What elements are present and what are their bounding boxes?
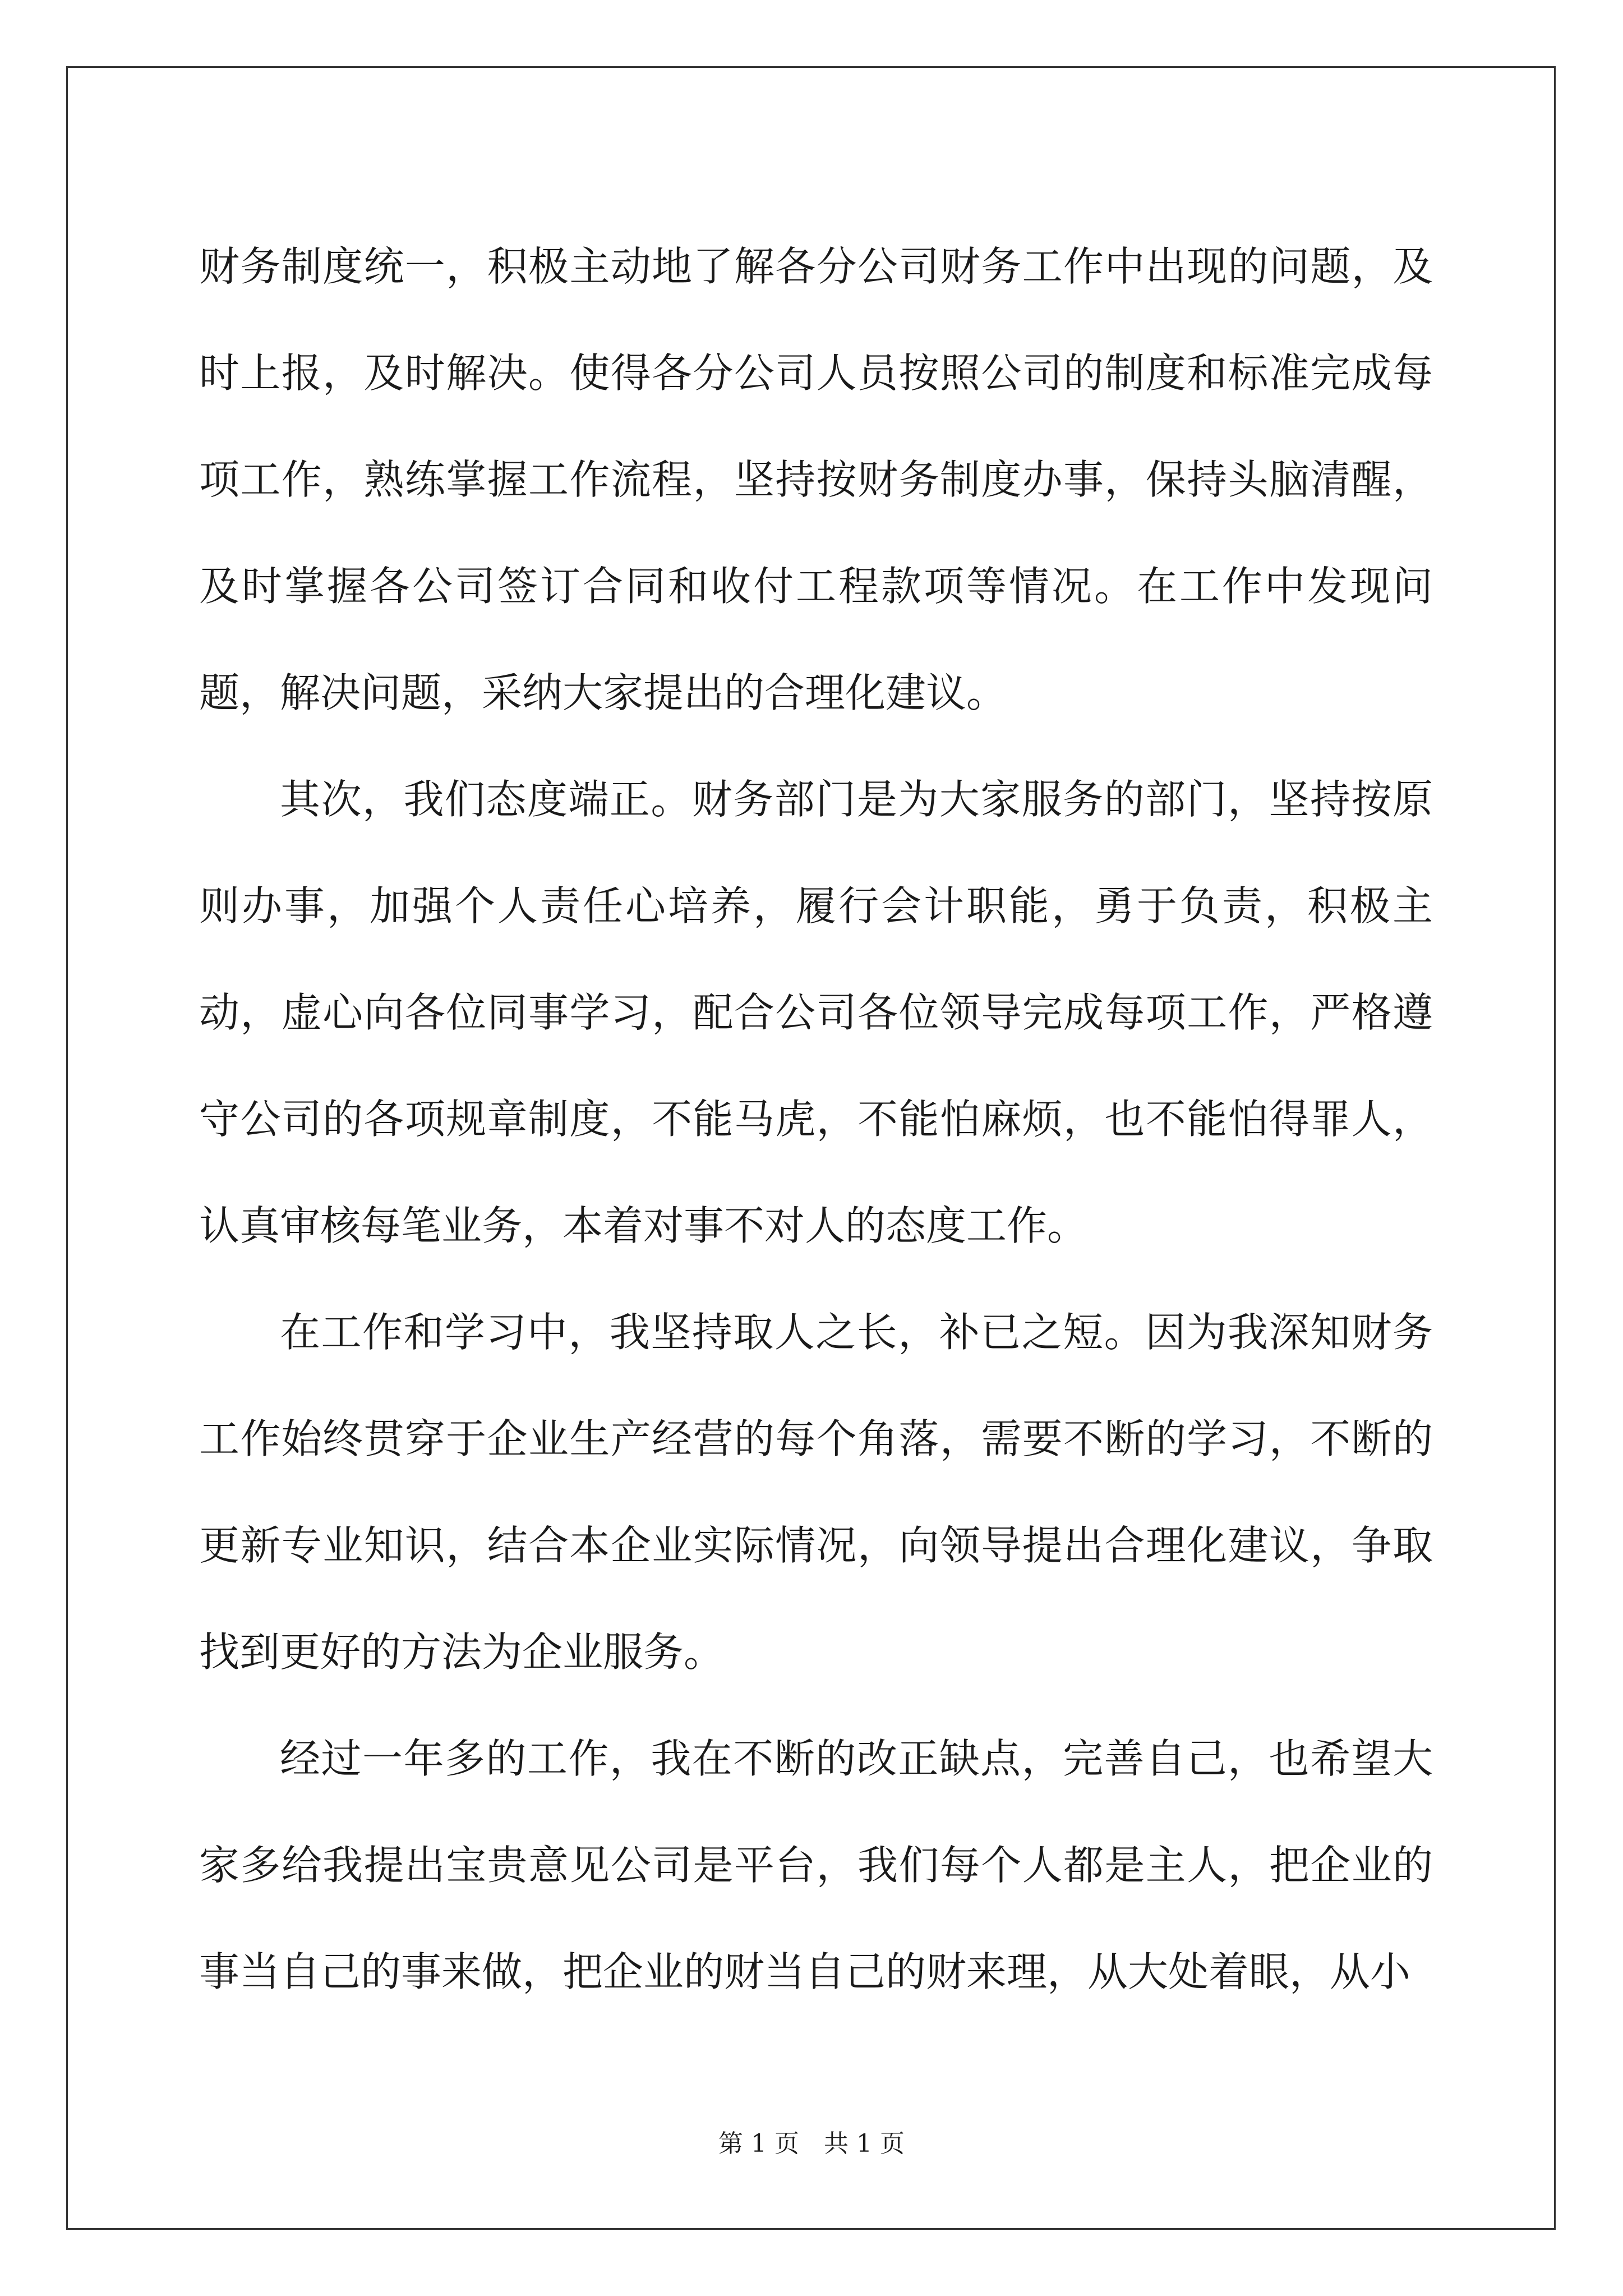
paragraph-3: 在工作和学习中，我坚持取人之长，补已之短。因为我深知财务工作始终贯穿于企业生产经营的每个角落，需要不断的学习，不断的更新专业知识，结合本企业实际情况，向领导提出合理化建议，争取找到更好的方法为企业服务。 bbox=[199, 1309, 1433, 1676]
paragraph-1: 财务制度统一，积极主动地了解各分公司财务工作中出现的问题，及时上报，及时解决。使得各分公司人员按照公司的制度和标准完成每项工作，熟练掌握工作流程，坚持按财务制度办事，保持头脑清醒，及时掌握各公司签订合同和收付工程款项等情况。在工作中发现问题，解决问题，采纳大家提出的合理化建议。 bbox=[199, 243, 1433, 716]
document-body bbox=[199, 213, 1433, 2025]
paragraph-4: 经过一年多的工作，我在不断的改正缺点，完善自己，也希望大家多给我提出宝贵意见公司是平台，我们每个人都是主人，把企业的事当自己的事来做，把企业的财当自己的财来理，从大处着眼，从小 bbox=[199, 1735, 1433, 1995]
page-number: 第 1 页 共 1 页 bbox=[718, 2129, 905, 2158]
paragraph-2: 其次，我们态度端正。财务部门是为大家服务的部门，坚持按原则办事，加强个人责任心培养，履行会计职能，勇于负责，积极主动，虚心向各位同事学习，配合公司各位领导完成每项工作，严格遵守公司的各项规章制度，不能马虎，不能怕麻烦，也不能怕得罪人，认真审核每笔业务，本着对事不对人的态度工作。 bbox=[199, 776, 1433, 1249]
